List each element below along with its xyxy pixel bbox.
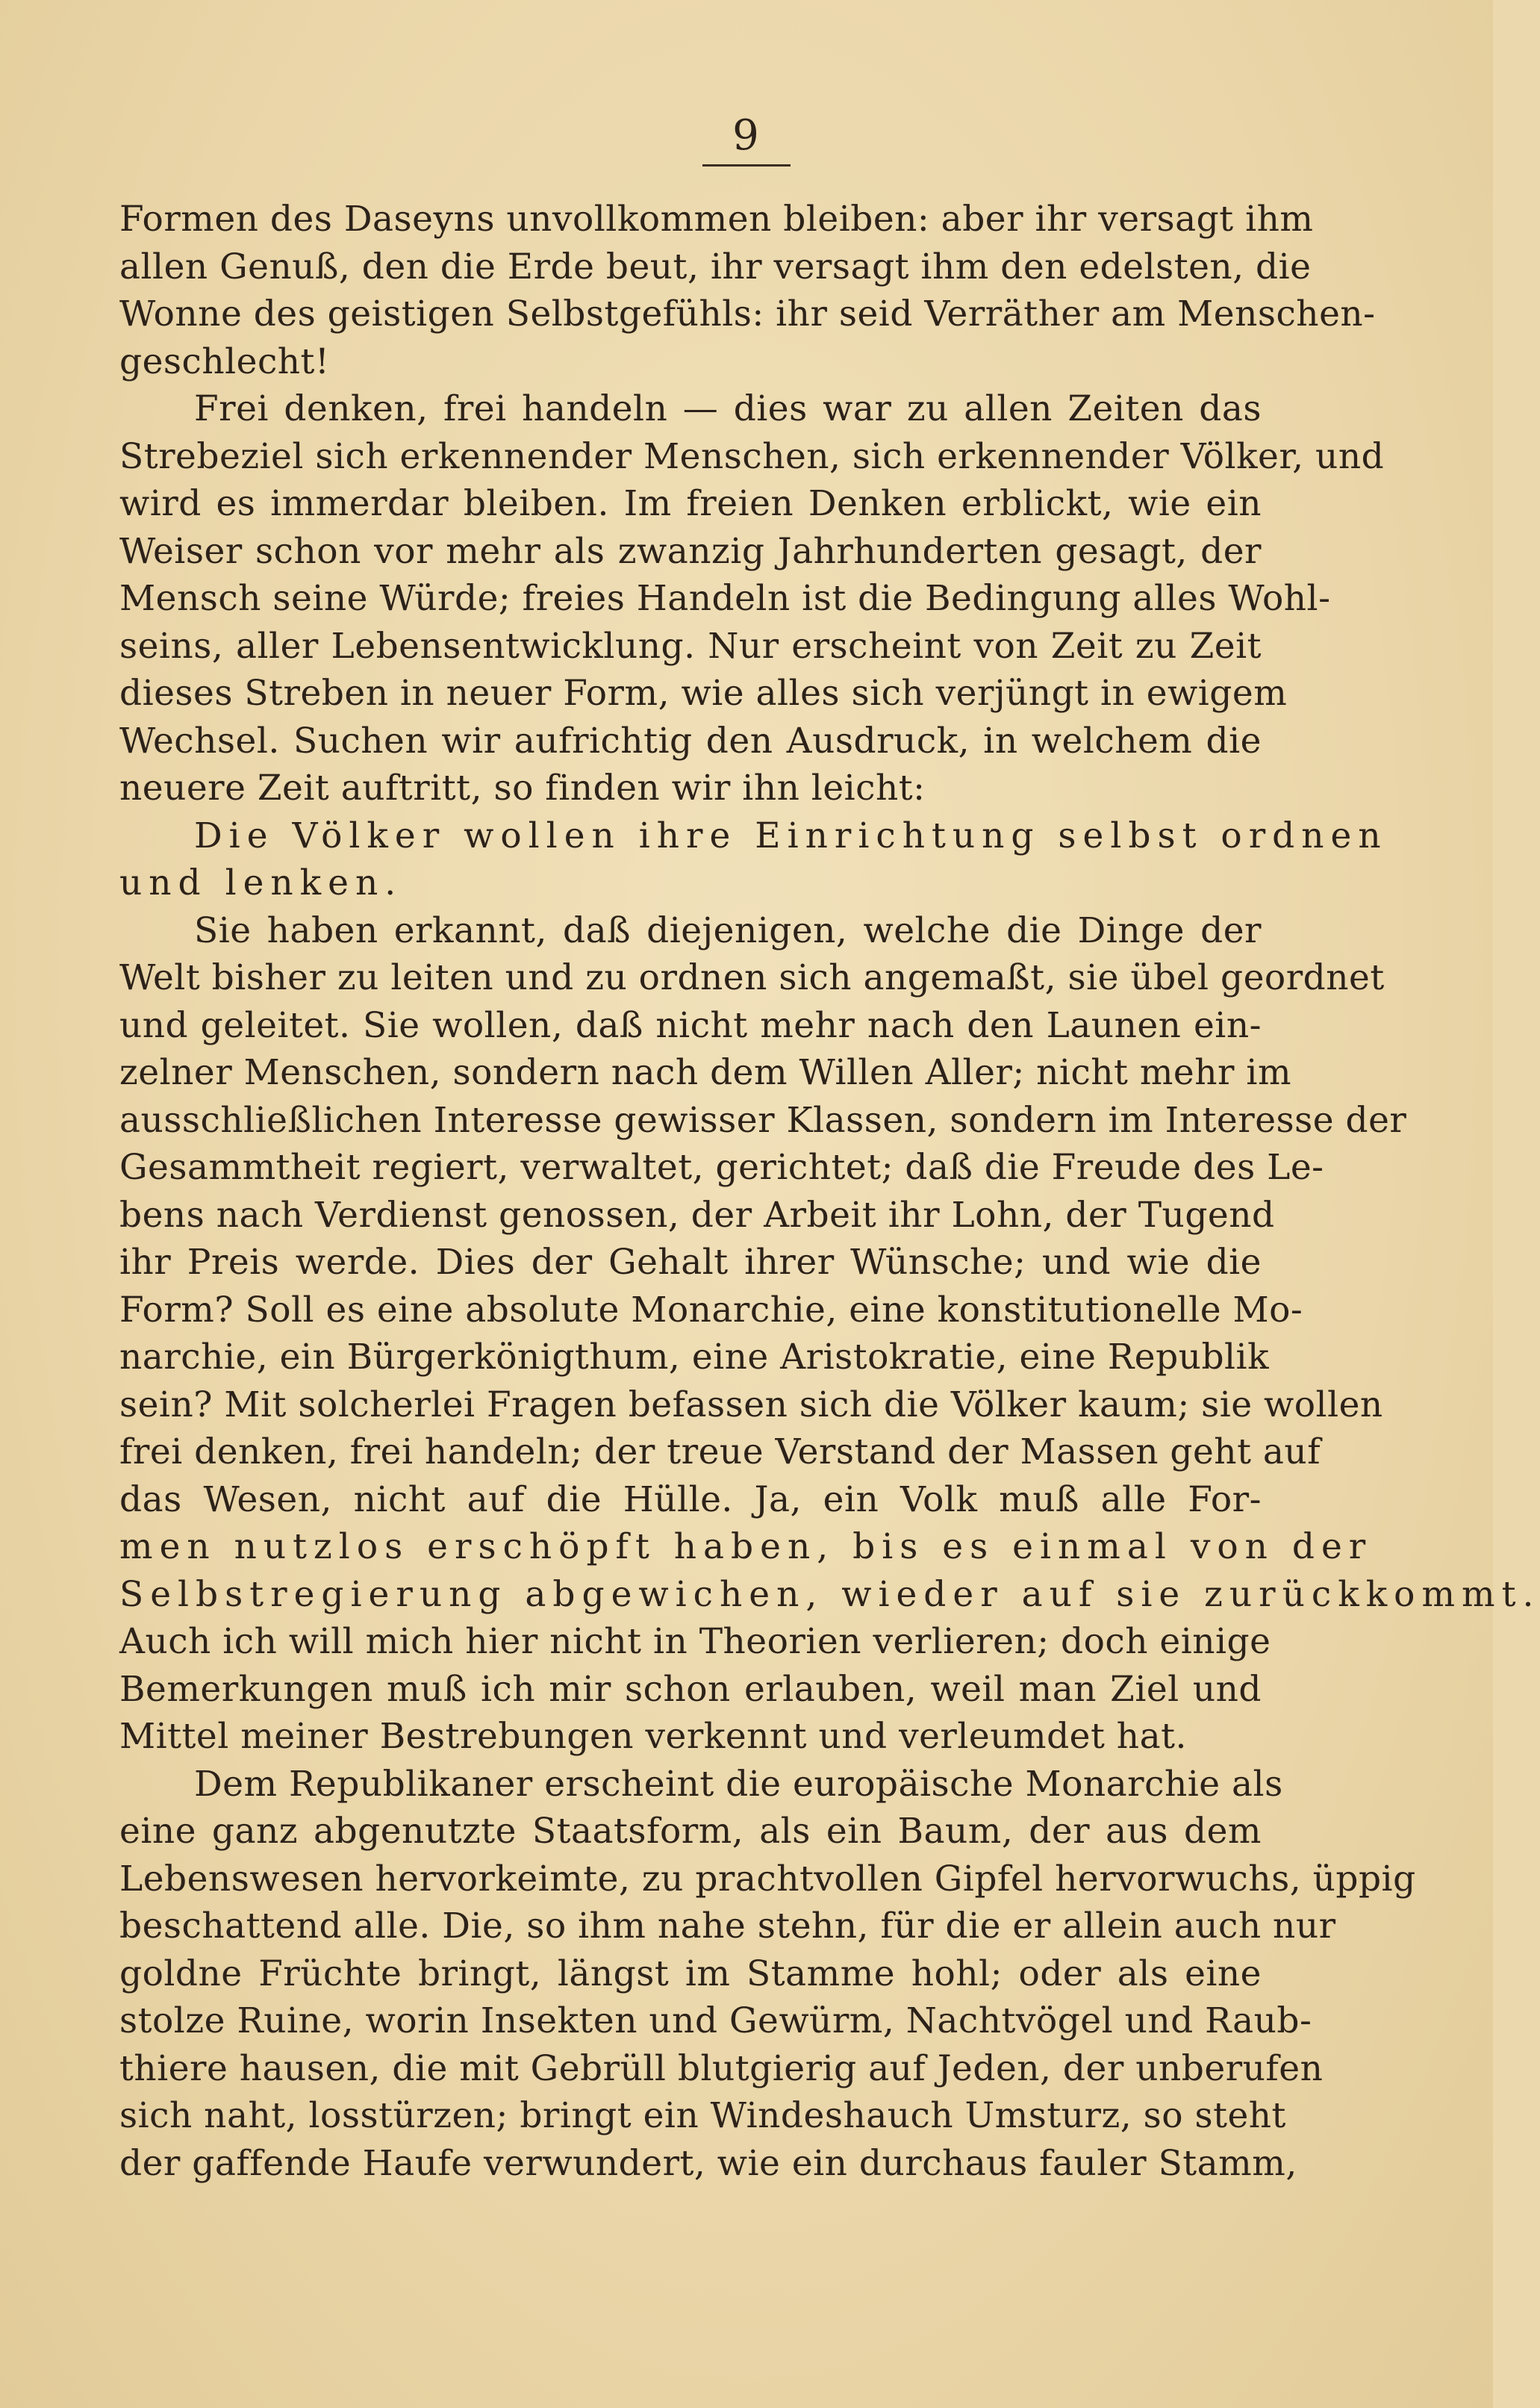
- text-line: stolze Ruine, worin Insekten und Gewürm, Nachtvögel und Raub-: [119, 2000, 1312, 2041]
- text-line: das Wesen, nicht auf die Hülle. Ja, ein Volk muß alle For-: [119, 1478, 1262, 1520]
- page-number: 9: [702, 112, 791, 167]
- text-line: Strebeziel sich erkennender Menschen, sich erkennender Völker, und: [119, 435, 1385, 477]
- text-line: sich naht, losstürzen; bringt ein Windeshauch Umsturz, so steht: [119, 2095, 1286, 2136]
- text-line: Formen des Daseyns unvollkommen bleiben: aber ihr versagt ihm: [119, 199, 1314, 240]
- text-line: seins, aller Lebensentwicklung. Nur erscheint von Zeit zu Zeit: [119, 625, 1262, 667]
- text-line: Wonne des geistigen Selbstgefühls: ihr seid Verräther am Menschen-: [119, 293, 1376, 335]
- text-line: Wechsel. Suchen wir aufrichtig den Ausdruck, in welchem die: [119, 720, 1262, 762]
- text-line: goldne Früchte bringt, längst im Stamme hohl; oder als eine: [119, 1953, 1262, 1994]
- text-line: Auch ich will mich hier nicht in Theorien verlieren; doch einige: [119, 1621, 1271, 1662]
- text-line: eine ganz abgenutzte Staatsform, als ein Baum, der aus dem: [119, 1811, 1262, 1852]
- text-line: der gaffende Haufe verwundert, wie ein durchaus fauler Stamm,: [119, 2142, 1297, 2184]
- text-line: Mensch seine Würde; freies Handeln ist die Bedingung alles Wohl-: [119, 578, 1331, 619]
- text-line: Sie haben erkannt, daß diejenigen, welche die Dinge der: [194, 909, 1262, 951]
- text-line: beschattend alle. Die, so ihm nahe stehn, für die er allein auch nur: [119, 1905, 1336, 1947]
- text-line: men nutzlos erschöpft haben, bis es einmal von der: [119, 1526, 1373, 1567]
- page-header: [0, 112, 1493, 167]
- text-line: Bemerkungen muß ich mir schon erlauben, weil man Ziel und: [119, 1668, 1262, 1710]
- text-line: Frei denken, frei handeln — dies war zu allen Zeiten das: [194, 388, 1262, 429]
- text-line: Die Völker wollen ihre Einrichtung selbst ordnen: [194, 815, 1388, 856]
- text-line: dieses Streben in neuer Form, wie alles sich verjüngt in ewigem: [119, 673, 1288, 714]
- text-line: geschlecht!: [119, 340, 330, 382]
- text-line: und geleitet. Sie wollen, daß nicht mehr nach den Launen ein-: [119, 1004, 1262, 1046]
- text-line: allen Genuß, den die Erde beut, ihr versagt ihm den edelsten, die: [119, 246, 1312, 287]
- text-line: narchie, ein Bürgerkönigthum, eine Aristokratie, eine Republik: [119, 1337, 1270, 1378]
- text-line: Welt bisher zu leiten und zu ordnen sich angemaßt, sie übel geordnet: [119, 957, 1385, 998]
- body-text: [119, 196, 1540, 2187]
- text-line: Dem Republikaner erscheint die europäische Monarchie als: [194, 1763, 1283, 1805]
- text-line: frei denken, frei handeln; der treue Verstand der Massen geht auf: [119, 1431, 1321, 1472]
- text-line: Selbstregierung abgewichen, wieder auf sie zurückkommt.: [119, 1573, 1540, 1615]
- text-line: Gesammtheit regiert, verwaltet, gerichtet; daß die Freude des Le-: [119, 1147, 1324, 1188]
- text-line: Weiser schon vor mehr als zwanzig Jahrhunderten gesagt, der: [119, 530, 1262, 572]
- text-line: Form? Soll es eine absolute Monarchie, eine konstitutionelle Mo-: [119, 1289, 1303, 1331]
- text-line: ausschließlichen Interesse gewisser Klassen, sondern im Interesse der: [119, 1099, 1407, 1141]
- text-line: bens nach Verdienst genossen, der Arbeit ihr Lohn, der Tugend: [119, 1194, 1275, 1236]
- text-line: ihr Preis werde. Dies der Gehalt ihrer Wünsche; und wie die: [119, 1242, 1262, 1283]
- text-line: Mittel meiner Bestrebungen verkennt und verleumdet hat.: [119, 1716, 1187, 1757]
- text-line: sein? Mit solcherlei Fragen befassen sich die Völker kaum; sie wollen: [119, 1384, 1383, 1425]
- text-line: wird es immerdar bleiben. Im freien Denken erblickt, wie ein: [119, 483, 1262, 524]
- text-line: zelner Menschen, sondern nach dem Willen Aller; nicht mehr im: [119, 1052, 1292, 1093]
- text-line: Lebenswesen hervorkeimte, zu prachtvollen Gipfel hervorwuchs, üppig: [119, 1858, 1416, 1900]
- text-line: neuere Zeit auftritt, so finden wir ihn leicht:: [119, 768, 926, 809]
- text-line: thiere hausen, die mit Gebrüll blutgierig auf Jeden, der unberufen: [119, 2047, 1324, 2089]
- text-line: und lenken.: [119, 862, 403, 903]
